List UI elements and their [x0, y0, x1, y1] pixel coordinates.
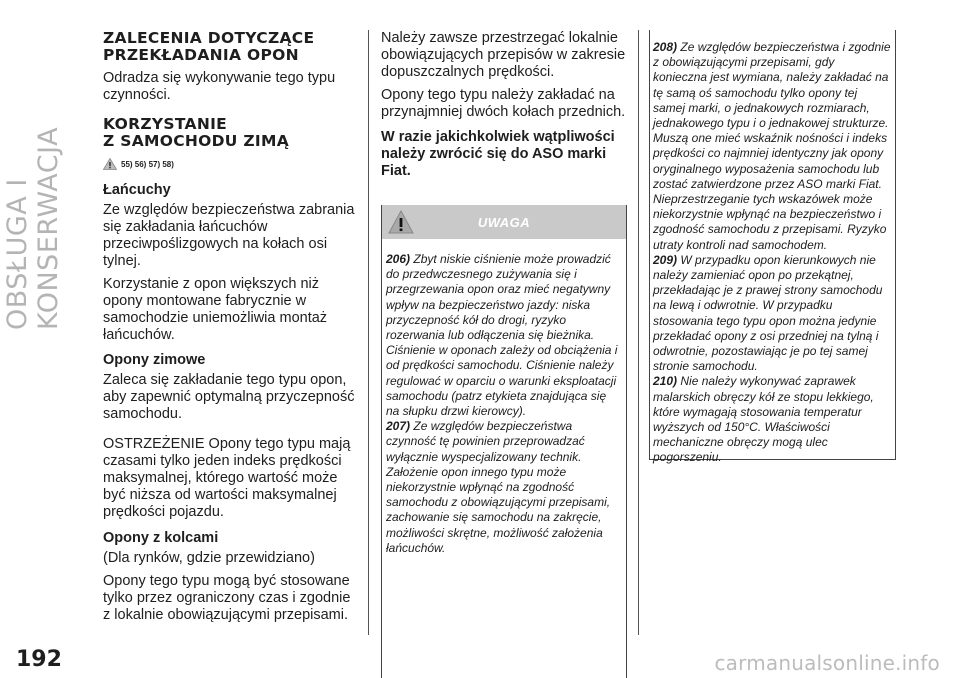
paragraph: OSTRZEŻENIE Opony tego typu mają czasami tylko jeden indeks prędkości maksymalnej, którego wartość może być niższa od wartości maksymalnej prędkości pojazdu. [103, 436, 351, 520]
paragraph: Zaleca się zakładanie tego typu opon, aby zapewnić optymalną przyczepność samochodu. [103, 372, 355, 422]
subheading-studded-tires: Opony z kolcami [103, 530, 219, 546]
warning-label: UWAGA [477, 214, 531, 230]
note-number: 209) [653, 252, 678, 267]
column-3 [649, 30, 896, 465]
warning-box-continued [649, 30, 896, 465]
section-side-title: OBSŁUGA I KONSERWACJA [2, 126, 64, 330]
paragraph: Korzystanie z opon większych niż opony montowane fabrycznie w samochodzie uniemożliwia montaż łańcuchów. [103, 276, 328, 343]
paragraph: (Dla rynków, gdzie przewidziano) [103, 550, 315, 566]
warning-triangle-icon [103, 158, 117, 170]
note-number: 206) [386, 252, 411, 266]
paragraph: Opony tego typu mogą być stosowane tylko przez ograniczony czas i zgodnie z lokalnie obowiązującymi przepisami. [103, 573, 351, 623]
heading-tire-rotation: ZALECENIA DOTYCZĄCE PRZEKŁADANIA OPON [103, 29, 315, 64]
paragraph-bold: W razie jakichkolwiek wątpliwości należy zwrócić się do ASO marki Fiat. [381, 129, 615, 179]
note-text: Ze względów bezpieczeństwa i zgodnie z obowiązującymi przepisami, gdy konieczna jest wymiana, należy zakładać na tę samą oś samochodu tylko opony tej samej marki, o jednakowych rozmiarach, jednakowego typu i o jednakowej strukturze. Muszą one mieć wskaźnik nośności i indeks prędkości co najmniej identyczny jak opony oryginalnego wyposażenia samochodu lub zostać zatwierdzone przez ASO marki Fiat. Nieprzestrzeganie tych wskazówek może niekorzystnie wpłynąć na bezpieczeństwo i zgodność samochodu z przepisami. Ryzyko utraty kontroli nad samochodem. [653, 40, 891, 252]
paragraph: Należy zawsze przestrzegać lokalnie obowiązujących przepisów w zakresie dopuszczalnych prędkości. [381, 30, 626, 80]
warning-header [382, 205, 626, 239]
warning-triangle-icon [388, 210, 414, 234]
page-number: 192 [16, 647, 62, 672]
watermark: carmanualsonline.info [714, 651, 940, 675]
column-2 [381, 30, 627, 678]
heading-winter-use: KORZYSTANIE Z SAMOCHODU ZIMĄ [103, 115, 289, 150]
paragraph: Ze względów bezpieczeństwa zabrania się zakładania łańcuchów przeciwpoślizgowych na kołach osi tylnej. [103, 202, 355, 269]
subheading-chains: Łańcuchy [103, 182, 171, 198]
note-text: Ze względów bezpieczeństwa czynność tę powinien przeprowadzać wyłącznie wyspecjalizowany technik. Założenie opon innego typu może niekorzystnie wpłynąć na zgodność samochodu z obowiązującymi przepisami, zachowanie się samochodu na zakręcie, możliwości skrętne, możliwość założenia łańcuchów. [386, 419, 611, 555]
note-number: 207) [386, 419, 411, 434]
warning-references: 55) 56) 57) 58) [103, 158, 355, 170]
note-number: 210) [653, 374, 678, 389]
warning-box [381, 205, 627, 678]
column-divider [368, 30, 369, 635]
note-text: Zbyt niskie ciśnienie może prowadzić do przedwczesnego zużywania się i przegrzewania opon oraz mieć negatywny wpływ na bezpieczeństwo jazdy: niska przyczepność kół do drogi, ryzyko rozerwania lub odłączenia się bieżnika. Ciśnienie w oponach zależy od obciążenia i od prędkości samochodu. Ciśnienie należy regulować w oparciu o warunki eksploatacji samochodu (patrz etykieta znajdująca się na słupku drzwi kierowcy). [386, 252, 618, 419]
note-text: Nie należy wykonywać zaprawek malarskich obręczy kół ze stopu lekkiego, które wymagają stosowania temperatur wyższych od 150°C. Właściwości mechaniczne obręczy mogą ulec pogorszeniu. [653, 374, 874, 465]
subheading-winter-tires: Opony zimowe [103, 352, 206, 368]
paragraph: Opony tego typu należy zakładać na przynajmniej dwóch kołach przednich. [381, 87, 626, 120]
note-number: 208) [653, 40, 678, 54]
note-text: W przypadku opon kierunkowych nie należy zamieniać opon po przekątnej, przekładając je z prawej strony samochodu na lewą i odwrotnie. W przypadku stosowania tego typu opon można jedynie przekładać opony z osi przedniej na tylną i odwrotnie, pozostawiając je po tej samej stronie samochodu. [653, 252, 883, 374]
warning-text [382, 239, 626, 556]
column-1 [103, 30, 355, 624]
paragraph: Odradza się wykonywanie tego typu czynności. [103, 70, 336, 103]
column-divider [638, 30, 639, 635]
